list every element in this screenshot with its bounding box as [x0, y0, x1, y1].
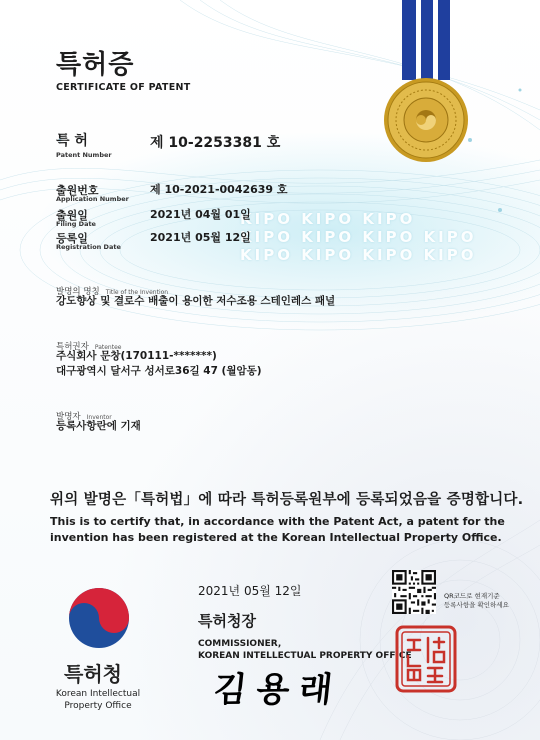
commissioner-title-en-line1: COMMISSIONER, [198, 639, 282, 649]
certification-statement-ko: 위의 발명은「특허법」에 따라 특허등록원부에 등록되었음을 증명합니다. [50, 492, 524, 508]
kipo-logo-name-en [54, 688, 142, 712]
inventor-value: 등록사항란에 기재 [56, 420, 141, 432]
patent-label: 특 허 [56, 133, 88, 149]
application-label-en: Application Number [56, 195, 129, 203]
issue-date: 2021년 05월 12일 [198, 584, 302, 598]
kipo-watermark: KIPO KIPO KIPO KIPO KIPO KIPO KIPO KIPO KIPO KIPO KIPO [240, 210, 477, 264]
filing-date: 2021년 04월 01일 [150, 208, 251, 221]
certification-statement-en [50, 514, 505, 546]
patentee-address: 대구광역시 달서구 성서로36길 47 (월암동) [56, 365, 262, 377]
registration-date-label: 등록일 [56, 232, 88, 245]
patentee-label: 특허권자 [56, 342, 89, 352]
kipo-logo-name-en-line2: Property Office [64, 701, 132, 711]
filing-date-label: 출원일 [56, 209, 88, 222]
patentee-name: 주식회사 문창(170111-*******) [56, 350, 217, 362]
commissioner-title-en [198, 638, 412, 662]
inventor-label: 발명자 [56, 412, 81, 422]
application-number: 제 10-2021-0042639 호 [150, 183, 288, 196]
kipo-logo-name-en-line1: Korean Intellectual [55, 689, 141, 699]
invention-label: 발명의 명칭 [56, 287, 100, 297]
qr-instruction-line2: 등록사항을 확인하세요 [444, 601, 509, 609]
qr-instruction-line1: QR코드로 현재기준 [444, 592, 500, 600]
kipo-logo-icon [66, 585, 132, 651]
patentee-label-en: Patentee [94, 344, 122, 351]
qr-instruction [444, 592, 509, 610]
gold-seal-emblem [380, 0, 500, 170]
patent-label-en: Patent Number [56, 151, 112, 159]
certificate-title: 특허증 [56, 50, 135, 80]
application-label: 출원번호 [56, 184, 99, 197]
certificate-title-en: CERTIFICATE OF PATENT [56, 82, 191, 93]
statement-en-line2: invention has been registered at the Korean Intellectual Property Office. [50, 531, 502, 544]
invention-title: 강도향상 및 결로수 배출이 용이한 저수조용 스테인레스 패널 [56, 295, 336, 307]
filing-date-label-en: Filing Date [56, 220, 96, 228]
official-red-stamp [394, 624, 458, 694]
commissioner-title-ko: 특허청장 [198, 612, 256, 630]
kipo-logo-name-ko: 특허청 [64, 662, 122, 686]
patent-number: 제 10-2253381 호 [150, 135, 281, 151]
commissioner-title-en-line2: KOREAN INTELLECTUAL PROPERTY OFFICE [198, 651, 412, 661]
commissioner-signature: 김용래 [211, 670, 345, 710]
statement-en-line1: This is to certify that, in accordance with the Patent Act, a patent for the [50, 515, 505, 528]
invention-label-en: Title of the Invention [105, 289, 169, 296]
registration-date: 2021년 05월 12일 [150, 231, 251, 244]
qr-code[interactable] [392, 570, 436, 614]
inventor-label-en: Inventor [86, 414, 112, 421]
registration-date-label-en: Registration Date [56, 243, 121, 251]
